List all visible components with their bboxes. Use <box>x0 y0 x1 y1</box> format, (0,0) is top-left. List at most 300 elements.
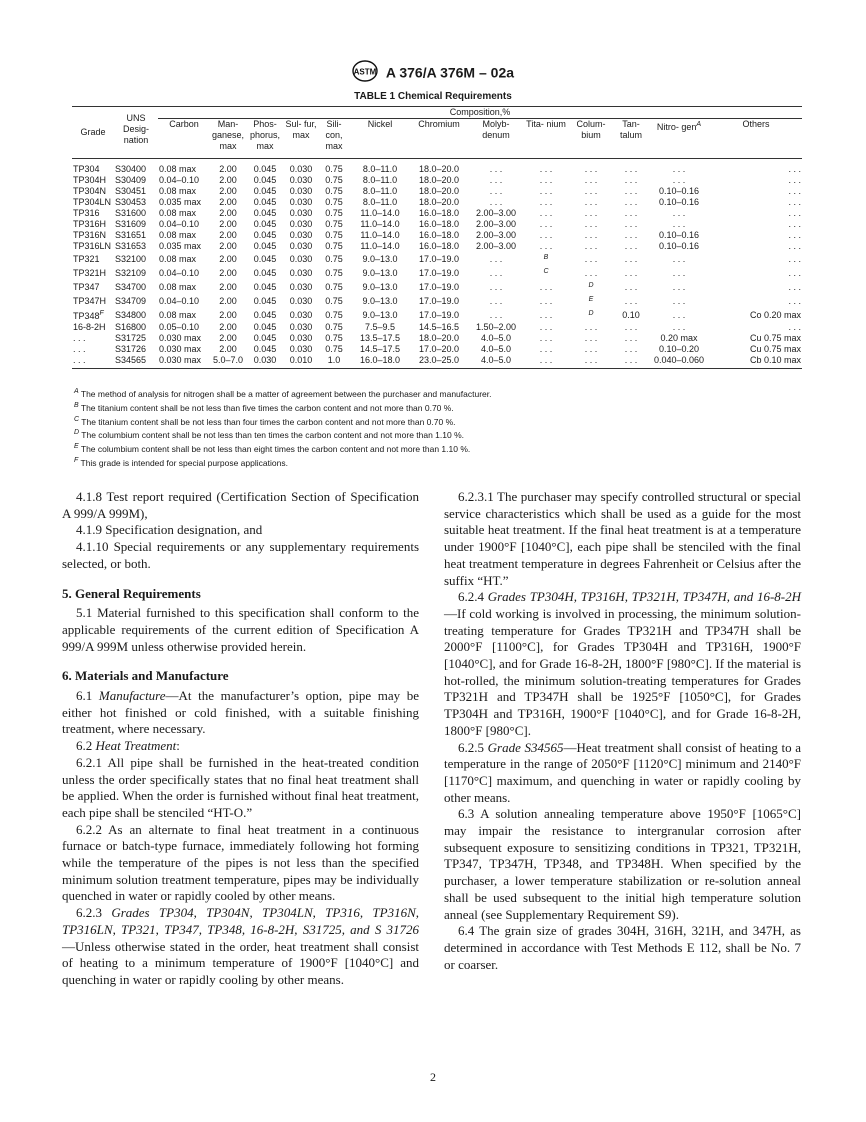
col-columbium: Colum- bium <box>568 119 614 159</box>
cell-n: . . . <box>672 253 686 264</box>
cell-ni: 9.0–13.0 <box>362 295 398 306</box>
cell-ti: . . . <box>539 295 553 306</box>
cell-mo: . . . <box>489 175 503 185</box>
cell-si: 0.75 <box>325 267 343 278</box>
cell-n: . . . <box>672 322 686 332</box>
cell-mo: . . . <box>489 253 503 264</box>
cell-p: 0.045 <box>253 322 277 332</box>
cell-others: . . . <box>788 267 801 278</box>
cell-mn: 2.00 <box>219 241 237 251</box>
cell-grade: TP304N <box>73 186 107 196</box>
cell-p: 0.045 <box>253 281 277 292</box>
left-column <box>62 489 419 989</box>
cell-si: 0.75 <box>325 333 343 343</box>
cell-others: Cu 0.75 max <box>749 333 801 343</box>
cell-mo: . . . <box>489 295 503 306</box>
cell-cb: . . . <box>584 197 598 207</box>
col-sulfur: Sul- fur, max <box>284 119 318 159</box>
footnote: $^E$ The columbium content shall be not less than eight times the carbon content and not more than 1.10 %. <box>74 443 471 455</box>
cell-ta: . . . <box>624 197 638 207</box>
cell-mo: . . . <box>489 281 503 292</box>
cell-c: 0.08 max <box>159 253 197 264</box>
table-row <box>72 219 802 230</box>
cell-p: 0.045 <box>253 186 277 196</box>
table-row <box>72 186 802 197</box>
table-row <box>72 344 802 355</box>
cell-n: . . . <box>672 164 686 174</box>
cell-mn: 2.00 <box>219 208 237 218</box>
cell-si: 0.75 <box>325 197 343 207</box>
cell-ni: 11.0–14.0 <box>360 230 400 240</box>
cell-others: Co 0.20 max <box>749 309 801 320</box>
cell-p: 0.045 <box>253 197 277 207</box>
cell-grade: . . . <box>72 355 114 369</box>
cell-n: 0.10–0.16 <box>658 197 700 207</box>
table-row <box>72 280 802 294</box>
cell-mo: . . . <box>489 186 503 196</box>
cell-n: . . . <box>672 208 686 218</box>
col-carbon: Carbon <box>158 119 210 159</box>
cell-cr: 18.0–20.0 <box>418 197 460 207</box>
cell-p: 0.045 <box>253 344 277 354</box>
cell-si: 0.75 <box>325 322 343 332</box>
cell-c: 0.04–0.10 <box>159 219 200 229</box>
cell-others: Cu 0.75 max <box>749 344 801 354</box>
table-row <box>72 294 802 308</box>
cell-si: 0.75 <box>325 186 343 196</box>
cell-ti: B <box>543 254 549 261</box>
cell-p: 0.045 <box>253 253 277 264</box>
cell-cb: . . . <box>584 344 598 354</box>
cell-n: 0.10–0.16 <box>658 186 700 196</box>
cell-ti: . . . <box>539 186 553 196</box>
cell-p: 0.045 <box>253 208 277 218</box>
cell-mo: 4.0–5.0 <box>480 333 512 343</box>
cell-grade: TP321H <box>73 267 107 278</box>
cell-uns: S16800 <box>115 322 147 332</box>
cell-n: 0.10–0.20 <box>658 344 700 354</box>
para-6-2-5: 6.2.5 Grade S34565—Heat treatment shall consist of heating to a temperature in the range of 2050°F [1120°C] minimum and 2140°F [1170°C] maximum, and quenching in water or rapidly cooling by other means. <box>444 739 802 805</box>
cell-ni: 9.0–13.0 <box>362 267 398 278</box>
cell-mo: . . . <box>489 309 503 320</box>
cell-c: 0.04–0.10 <box>159 267 200 278</box>
cell-ni: 8.0–11.0 <box>362 164 398 174</box>
cell-c: 0.08 max <box>159 230 197 240</box>
chemical-requirements-table <box>72 106 802 369</box>
cell-n: . . . <box>672 295 686 306</box>
cell-si: 0.75 <box>325 208 343 218</box>
cell-si: 0.75 <box>325 219 343 229</box>
cell-s: 0.030 <box>289 219 313 229</box>
cell-others: . . . <box>788 281 801 292</box>
cell-mn: 2.00 <box>219 175 237 185</box>
cell-ni: 9.0–13.0 <box>362 253 398 264</box>
cell-others: . . . <box>788 175 801 185</box>
cell-ta: . . . <box>624 164 638 174</box>
cell-p: 0.045 <box>253 241 277 251</box>
cell-mo: 2.00–3.00 <box>475 241 517 251</box>
table-row <box>72 197 802 208</box>
cell-ti: . . . <box>539 281 553 292</box>
cell-ta: . . . <box>624 219 638 229</box>
cell-others: Cb 0.10 max <box>710 355 802 369</box>
col-phosphorus: Phos- phorus, max <box>246 119 284 159</box>
cell-mn: 2.00 <box>219 197 237 207</box>
cell-ta: . . . <box>624 186 638 196</box>
cell-cb: . . . <box>584 175 598 185</box>
cell-cb: D <box>588 310 594 317</box>
cell-others: . . . <box>788 208 801 218</box>
cell-ti: . . . <box>539 219 553 229</box>
cell-cr: 16.0–18.0 <box>418 208 460 218</box>
para-6-2-4: 6.2.4 Grades TP304H, TP316H, TP321H, TP347H, and 16-8-2H—If cold working is involved in processing, the minimum solution-treating temperature for Grades TP321H and TP347H shall be 2000°F [1100°C], for Grades TP304H and TP316H, 1900°F [1040°C], and for Grade 16-8-2H, 1800°F [980°C]. If the material is hot-rolled, the minimum solution-treating temperatures for Grades TP321H and TP347H shall be 1925°F [1050°C], for Grades TP304H and TP316H, 1900°F [1040°C], and for Grade 16-8-2H, 1800°F [980°C]. <box>444 589 802 738</box>
table-row <box>72 241 802 252</box>
cell-ti: . . . <box>539 241 553 251</box>
para-6-2-2: 6.2.2 As an alternate to final heat treatment in a continuous furnace or batch-type furnace, immediately following hot forming while the temperature of the pipes is not less than the specified minimum solution treatment temperature, pipes may be individually quenched in water or rapidly cooled by other means. <box>62 821 419 904</box>
table-row <box>72 355 802 369</box>
cell-cb: . . . <box>584 267 598 278</box>
cell-uns: S30453 <box>115 197 147 207</box>
cell-mo: 2.00–3.00 <box>475 219 517 229</box>
cell-p: 0.045 <box>253 333 277 343</box>
col-silicon: Sili- con, max <box>318 119 350 159</box>
cell-n: . . . <box>672 281 686 292</box>
cell-si: 0.75 <box>325 309 343 320</box>
cell-cr: 17.0–19.0 <box>418 309 460 320</box>
cell-uns: S31651 <box>115 230 147 240</box>
cell-p: 0.045 <box>253 230 277 240</box>
cell-cr: 14.5–16.5 <box>418 322 460 332</box>
cell-s: 0.010 <box>284 355 318 369</box>
cell-mn: 5.0–7.0 <box>210 355 246 369</box>
cell-ni: 8.0–11.0 <box>362 197 398 207</box>
cell-c: 0.08 max <box>159 164 197 174</box>
col-chromium: Chromium <box>410 119 468 159</box>
cell-grade: TP316 <box>73 208 100 218</box>
cell-uns: S31726 <box>115 344 147 354</box>
col-uns: UNS Desig- nation <box>114 107 158 159</box>
cell-cr: 18.0–20.0 <box>418 186 460 196</box>
cell-n: 0.040–0.060 <box>648 355 710 369</box>
cell-s: 0.030 <box>289 208 313 218</box>
cell-ti: . . . <box>539 197 553 207</box>
cell-cr: 17.0–19.0 <box>418 281 460 292</box>
cell-mo: 4.0–5.0 <box>480 344 512 354</box>
cell-s: 0.030 <box>289 295 313 306</box>
cell-n: 0.10–0.16 <box>658 241 700 251</box>
cell-cr: 16.0–18.0 <box>418 219 460 229</box>
col-manganese: Man- ganese, max <box>210 119 246 159</box>
cell-mn: 2.00 <box>219 219 237 229</box>
cell-mn: 2.00 <box>219 253 237 264</box>
table-title: TABLE 1 Chemical Requirements <box>354 91 512 102</box>
footnote: $^A$ The method of analysis for nitrogen shall be a matter of agreement between the purchaser and manufacturer. <box>74 388 492 399</box>
section-6-heading: 6. Materials and Manufacture <box>62 668 229 684</box>
cell-mo: . . . <box>489 197 503 207</box>
cell-n: . . . <box>672 219 686 229</box>
cell-others: . . . <box>788 322 801 332</box>
cell-ti: . . . <box>539 344 553 354</box>
para-6-2-3: 6.2.3 Grades TP304, TP304N, TP304LN, TP316, TP316N, TP316LN, TP321, TP347, TP348, 16-8-2H, S31725, and S 31726 —Unless otherwise stated in the order, heat treatment shall consist of heating to a minimum temperature of 1900°F [1040°C] and quenching in water or rapidly cooling by other means. <box>62 905 419 987</box>
cell-grade: TP347 <box>73 281 100 292</box>
cell-si: 0.75 <box>325 175 343 185</box>
cell-ta: . . . <box>624 295 638 306</box>
para-6-2-3-1: 6.2.3.1 The purchaser may specify controlled structural or special service characteristics which shall be used as a guide for the most suitable heat treatment. If the final heat treatment is at a temperature under 1900°F [1040°C], each pipe shall be stenciled with the final heat treatment temperature in degrees Fahrenheit or Celsius after the suffix “HT.” <box>444 489 801 588</box>
cell-grade: TP304LN <box>73 197 112 207</box>
cell-cb: . . . <box>584 253 598 264</box>
cell-cr: 18.0–20.0 <box>418 333 460 343</box>
cell-mn: 2.00 <box>219 295 237 306</box>
col-others: Others <box>710 119 802 159</box>
footnote: $^C$ The titanium content shall be not less than four times the carbon content and not more than 0.70 %. <box>74 415 456 427</box>
cell-cr: 17.0–19.0 <box>418 253 460 264</box>
cell-ti: . . . <box>524 355 568 369</box>
cell-s: 0.030 <box>289 309 313 320</box>
cell-s: 0.030 <box>289 253 313 264</box>
cell-cr: 18.0–20.0 <box>418 175 460 185</box>
cell-ti: C <box>543 268 549 275</box>
cell-others: . . . <box>788 230 801 240</box>
col-molybdenum: Molyb- denum <box>468 119 524 159</box>
cell-others: . . . <box>788 219 801 229</box>
cell-mn: 2.00 <box>219 267 237 278</box>
cell-s: 0.030 <box>289 267 313 278</box>
cell-c: 0.08 max <box>159 186 197 196</box>
cell-n: . . . <box>672 309 686 320</box>
cell-uns: S34565 <box>114 355 158 369</box>
cell-mo: 4.0–5.0 <box>468 355 524 369</box>
cell-cb: . . . <box>584 333 598 343</box>
cell-grade: TP316LN <box>73 241 112 251</box>
cell-cr: 17.0–20.0 <box>418 344 460 354</box>
para-6-2-1: 6.2.1 All pipe shall be furnished in the heat-treated condition unless the order specifically states that no final heat treatment shall be applied. When the order is furnished without final heat treatment, each pipe shall be stenciled “HT-O.” <box>62 754 419 820</box>
col-nickel: Nickel <box>350 119 410 159</box>
table-row <box>72 208 802 219</box>
cell-c: 0.030 max <box>158 355 210 369</box>
cell-si: 0.75 <box>325 344 343 354</box>
cell-s: 0.030 <box>289 333 313 343</box>
cell-cr: 16.0–18.0 <box>418 241 460 251</box>
cell-ni: 8.0–11.0 <box>362 186 398 196</box>
cell-si: 0.75 <box>325 230 343 240</box>
cell-grade: . . . <box>73 333 86 343</box>
cell-cr: 23.0–25.0 <box>410 355 468 369</box>
cell-ti: . . . <box>539 208 553 218</box>
standard-code: A 376/A 376M – 02a <box>385 64 515 81</box>
cell-si: 0.75 <box>325 241 343 251</box>
cell-uns: S30451 <box>115 186 147 196</box>
cell-mo: 1.50–2.00 <box>475 322 517 332</box>
cell-s: 0.030 <box>289 164 313 174</box>
cell-c: 0.035 max <box>159 197 202 207</box>
col-titanium: Tita- nium <box>524 119 568 159</box>
cell-mn: 2.00 <box>219 230 237 240</box>
cell-ta: 0.10 <box>622 309 640 320</box>
cell-ni: 7.5–9.5 <box>364 322 396 332</box>
para-6-2: 6.2 Heat Treatment: <box>76 738 180 754</box>
cell-cb: . . . <box>568 355 614 369</box>
cell-uns: S34800 <box>115 309 147 320</box>
cell-cb: . . . <box>584 219 598 229</box>
cell-grade: TP316N <box>73 230 107 240</box>
cell-p: 0.045 <box>253 309 277 320</box>
cell-p: 0.045 <box>253 267 277 278</box>
right-column <box>444 489 801 973</box>
cell-cb: . . . <box>584 208 598 218</box>
table-row <box>72 266 802 280</box>
cell-cb: D <box>588 282 594 289</box>
cell-others: . . . <box>788 164 801 174</box>
cell-ni: 11.0–14.0 <box>360 219 400 229</box>
para-4-1-10: 4.1.10 Special requirements or any supplementary requirements selected, or both. <box>62 539 419 571</box>
cell-mn: 2.00 <box>219 164 237 174</box>
footnote: $^F$ This grade is intended for special purpose applications. <box>74 457 288 468</box>
cell-ni: 11.0–14.0 <box>360 241 400 251</box>
cell-c: 0.04–0.10 <box>159 175 200 185</box>
para-6-3: 6.3 A solution annealing temperature above 1950°F [1065°C] may impair the resistance to intergranular corrosion after subsequent exposure to sensitizing conditions in TP321, TP321H, TP347, TP347H, TP348, and TP348H. When specified by the purchaser, a lower temperature stabilization or re-solution anneal shall be used subsequent to the initial high temperature solution anneal (see Supplementary Requirement S9). <box>444 806 801 922</box>
cell-uns: S30400 <box>115 164 147 174</box>
cell-s: 0.030 <box>289 322 313 332</box>
table-row <box>72 175 802 186</box>
cell-mn: 2.00 <box>219 186 237 196</box>
cell-uns: S32109 <box>115 267 147 278</box>
cell-uns: S32100 <box>115 253 147 264</box>
cell-c: 0.08 max <box>159 281 197 292</box>
cell-mo: . . . <box>489 267 503 278</box>
para-5-1: 5.1 Material furnished to this specification shall conform to the applicable requirements of the current edition of Specification A 999/A 999M unless otherwise provided herein. <box>62 605 419 654</box>
table-row <box>72 252 802 266</box>
cell-uns: S31609 <box>115 219 147 229</box>
cell-ni: 11.0–14.0 <box>360 208 400 218</box>
para-4-1-8: 4.1.8 Test report required (Certification Section of Specification A 999/A 999M), <box>62 489 419 521</box>
table-body <box>72 159 802 369</box>
cell-ni: 13.5–17.5 <box>359 333 401 343</box>
cell-mn: 2.00 <box>219 281 237 292</box>
cell-cr: 18.0–20.0 <box>418 164 460 174</box>
cell-c: 0.030 max <box>159 333 202 343</box>
cell-ti: . . . <box>539 164 553 174</box>
cell-ta: . . . <box>614 355 648 369</box>
cell-uns: S31600 <box>115 208 147 218</box>
cell-s: 0.030 <box>289 241 313 251</box>
cell-mo: 2.00–3.00 <box>475 230 517 240</box>
cell-uns: S34700 <box>115 281 147 292</box>
cell-c: 0.05–0.10 <box>159 322 200 332</box>
table-row <box>72 308 802 322</box>
cell-p: 0.045 <box>253 219 277 229</box>
table-row <box>72 322 802 333</box>
cell-ta: . . . <box>624 333 638 343</box>
cell-ta: . . . <box>624 230 638 240</box>
cell-si: 0.75 <box>325 295 343 306</box>
cell-c: 0.04–0.10 <box>159 295 200 306</box>
cell-ti: . . . <box>539 309 553 320</box>
cell-cr: 16.0–18.0 <box>418 230 460 240</box>
cell-ta: . . . <box>624 344 638 354</box>
cell-ta: . . . <box>624 208 638 218</box>
cell-si: 0.75 <box>325 253 343 264</box>
col-nitrogen: Nitro- gen$^A$ <box>648 119 710 159</box>
cell-c: 0.030 max <box>159 344 202 354</box>
cell-ta: . . . <box>624 322 638 332</box>
cell-p: 0.045 <box>253 175 277 185</box>
footnote: $^D$ The columbium content shall be not less than ten times the carbon content and not more than 1.10 %. <box>74 429 465 441</box>
cell-ni: 14.5–17.5 <box>359 344 401 354</box>
para-4-1-9: 4.1.9 Specification designation, and <box>76 522 263 538</box>
cell-ta: . . . <box>624 253 638 264</box>
cell-ti: . . . <box>539 333 553 343</box>
cell-p: 0.045 <box>253 295 277 306</box>
astm-logo-icon <box>352 60 378 85</box>
section-5-heading: 5. General Requirements <box>62 585 201 601</box>
cell-mn: 2.00 <box>219 309 237 320</box>
cell-ta: . . . <box>624 241 638 251</box>
cell-s: 0.030 <box>289 175 313 185</box>
cell-ta: . . . <box>624 267 638 278</box>
document-header <box>0 60 866 85</box>
table-row <box>72 333 802 344</box>
table-row <box>72 159 802 176</box>
cell-p: 0.045 <box>253 164 277 174</box>
cell-grade: TP347H <box>73 295 107 306</box>
cell-uns: S31725 <box>115 333 147 343</box>
cell-grade: TP316H <box>73 219 107 229</box>
cell-n: 0.10–0.16 <box>658 230 700 240</box>
cell-grade: TP304 <box>73 164 100 174</box>
cell-si: 0.75 <box>325 281 343 292</box>
table-footnotes <box>74 386 492 469</box>
cell-si: 0.75 <box>325 164 343 174</box>
cell-grade: TP321 <box>73 253 100 264</box>
cell-cb: . . . <box>584 241 598 251</box>
cell-ta: . . . <box>624 281 638 292</box>
cell-mn: 2.00 <box>219 322 237 332</box>
cell-s: 0.030 <box>289 344 313 354</box>
cell-ta: . . . <box>624 175 638 185</box>
col-tantalum: Tan- talum <box>614 119 648 159</box>
cell-cb: . . . <box>584 164 598 174</box>
cell-cb: E <box>588 296 594 303</box>
para-6-1: 6.1 Manufacture—At the manufacturer’s option, pipe may be either hot finished or cold finished, with a suitable finishing treatment, where necessary. <box>62 688 419 737</box>
col-grade: Grade <box>72 107 114 159</box>
cell-mo: . . . <box>489 164 503 174</box>
cell-grade: TP304H <box>73 175 107 185</box>
page-number: 2 <box>430 1070 436 1084</box>
cell-n: . . . <box>672 267 686 278</box>
cell-ti: . . . <box>539 175 553 185</box>
cell-ni: 9.0–13.0 <box>362 281 398 292</box>
cell-grade: 16-8-2H <box>73 322 106 332</box>
svg-text:ASTM: ASTM <box>353 67 377 77</box>
cell-grade: $TP348^F$ <box>73 310 104 321</box>
cell-n: . . . <box>672 175 686 185</box>
cell-ni: 8.0–11.0 <box>362 175 398 185</box>
cell-cr: 17.0–19.0 <box>418 295 460 306</box>
cell-s: 0.030 <box>289 281 313 292</box>
cell-cb: . . . <box>584 186 598 196</box>
cell-others: . . . <box>788 197 801 207</box>
cell-cr: 17.0–19.0 <box>418 267 460 278</box>
para-6-4: 6.4 The grain size of grades 304H, 316H, 321H, and 347H, as determined in accordance with Test Methods E 112, shall be No. 7 or coarser. <box>444 923 801 972</box>
cell-uns: S34709 <box>115 295 147 306</box>
col-composition: Composition,% <box>158 107 802 119</box>
cell-cb: . . . <box>584 230 598 240</box>
cell-ti: . . . <box>539 230 553 240</box>
cell-others: . . . <box>788 253 801 264</box>
cell-n: 0.20 max <box>660 333 698 343</box>
cell-others: . . . <box>788 241 801 251</box>
cell-ti: . . . <box>539 322 553 332</box>
